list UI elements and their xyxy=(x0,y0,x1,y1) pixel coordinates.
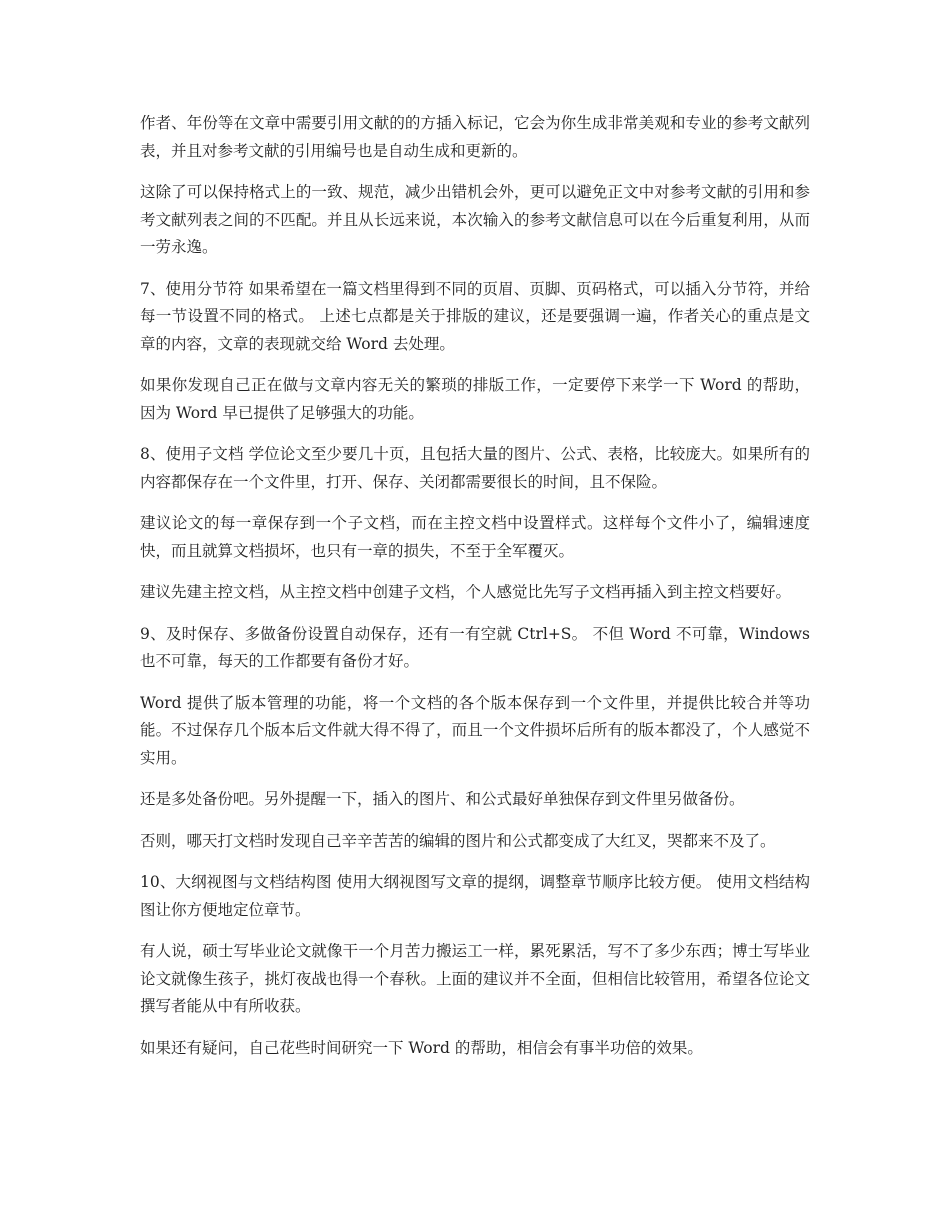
paragraph-subdocument-chapters: 建议论文的每一章保存到一个子文档，而在主控文档中设置样式。这样每个文件小了，编辑速度快，而且就算文档损坏，也只有一章的损失，不至于全军覆灭。 xyxy=(140,514,810,560)
paragraph-word-help: 如果你发现自己正在做与文章内容无关的繁琐的排版工作，一定要停下来学一下 Word 的帮助，因为 Word 早已提供了足够强大的功能。 xyxy=(140,376,810,422)
paragraph-citation-consistency: 这除了可以保持格式上的一致、规范，减少出错机会外，更可以避免正文中对参考文献的引用和参考文献列表之间的不匹配。并且从长远来说，本次输入的参考文献信息可以在今后重复利用，从而一劳永逸。 xyxy=(140,183,810,256)
paragraph-red-cross: 否则，哪天打文档时发现自己辛辛苦苦的编辑的图片和公式都变成了大红叉，哭都来不及了。 xyxy=(140,831,776,850)
paragraph-save-backup: 9、及时保存、多做备份设置自动保存，还有一有空就 Ctrl+S。 不但 Word 不可靠，Windows 也不可靠，每天的工作都要有备份才好。 xyxy=(140,624,810,670)
paragraph-section-break: 7、使用分节符 如果希望在一篇文档里得到不同的页眉、页脚、页码格式，可以插入分节符，并给每一节设置不同的格式。 上述七点都是关于排版的建议，还是要强调一遍，作者关心的重点是文章的内容，文章的表现就交给 Word 去处理。 xyxy=(140,279,810,353)
document-page xyxy=(140,110,810,1076)
paragraph-master-document: 建议先建主控文档，从主控文档中创建子文档，个人感觉比先写子文档再插入到主控文档要好。 xyxy=(140,583,792,601)
paragraph-thesis-writing: 有人说，硕士写毕业论文就像干一个月苦力搬运工一样，累死累活，写不了多少东西；博士写毕业论文就像生孩子，挑灯夜战也得一个春秋。上面的建议并不全面，但相信比较管用，希望各位论文撰写者能从中有所收获。 xyxy=(140,942,810,1015)
paragraph-multiple-backups: 还是多处备份吧。另外提醒一下，插入的图片、和公式最好单独保存到文件里另做备份。 xyxy=(140,790,745,808)
paragraph-closing: 如果还有疑问，自己花些时间研究一下 Word 的帮助，相信会有事半功倍的效果。 xyxy=(140,1038,703,1057)
paragraph-citation-markers: 作者、年份等在文章中需要引用文献的的方插入标记，它会为你生成非常美观和专业的参考文献列表，并且对参考文献的引用编号也是自动生成和更新的。 xyxy=(140,114,810,160)
paragraph-outline-view: 10、大纲视图与文档结构图 使用大纲视图写文章的提纲，调整章节顺序比较方便。 使用文档结构图让你方便地定位章节。 xyxy=(140,873,810,919)
paragraph-version-management: Word 提供了版本管理的功能，将一个文档的各个版本保存到一个文件里，并提供比较合并等功能。不过保存几个版本后文件就大得不得了，而且一个文件损坏后所有的版本都没了，个人感觉不实用。 xyxy=(140,693,810,767)
paragraph-subdocument: 8、使用子文档 学位论文至少要几十页，且包括大量的图片、公式、表格，比较庞大。如果所有的内容都保存在一个文件里，打开、保存、关闭都需要很长的时间，且不保险。 xyxy=(140,445,810,491)
